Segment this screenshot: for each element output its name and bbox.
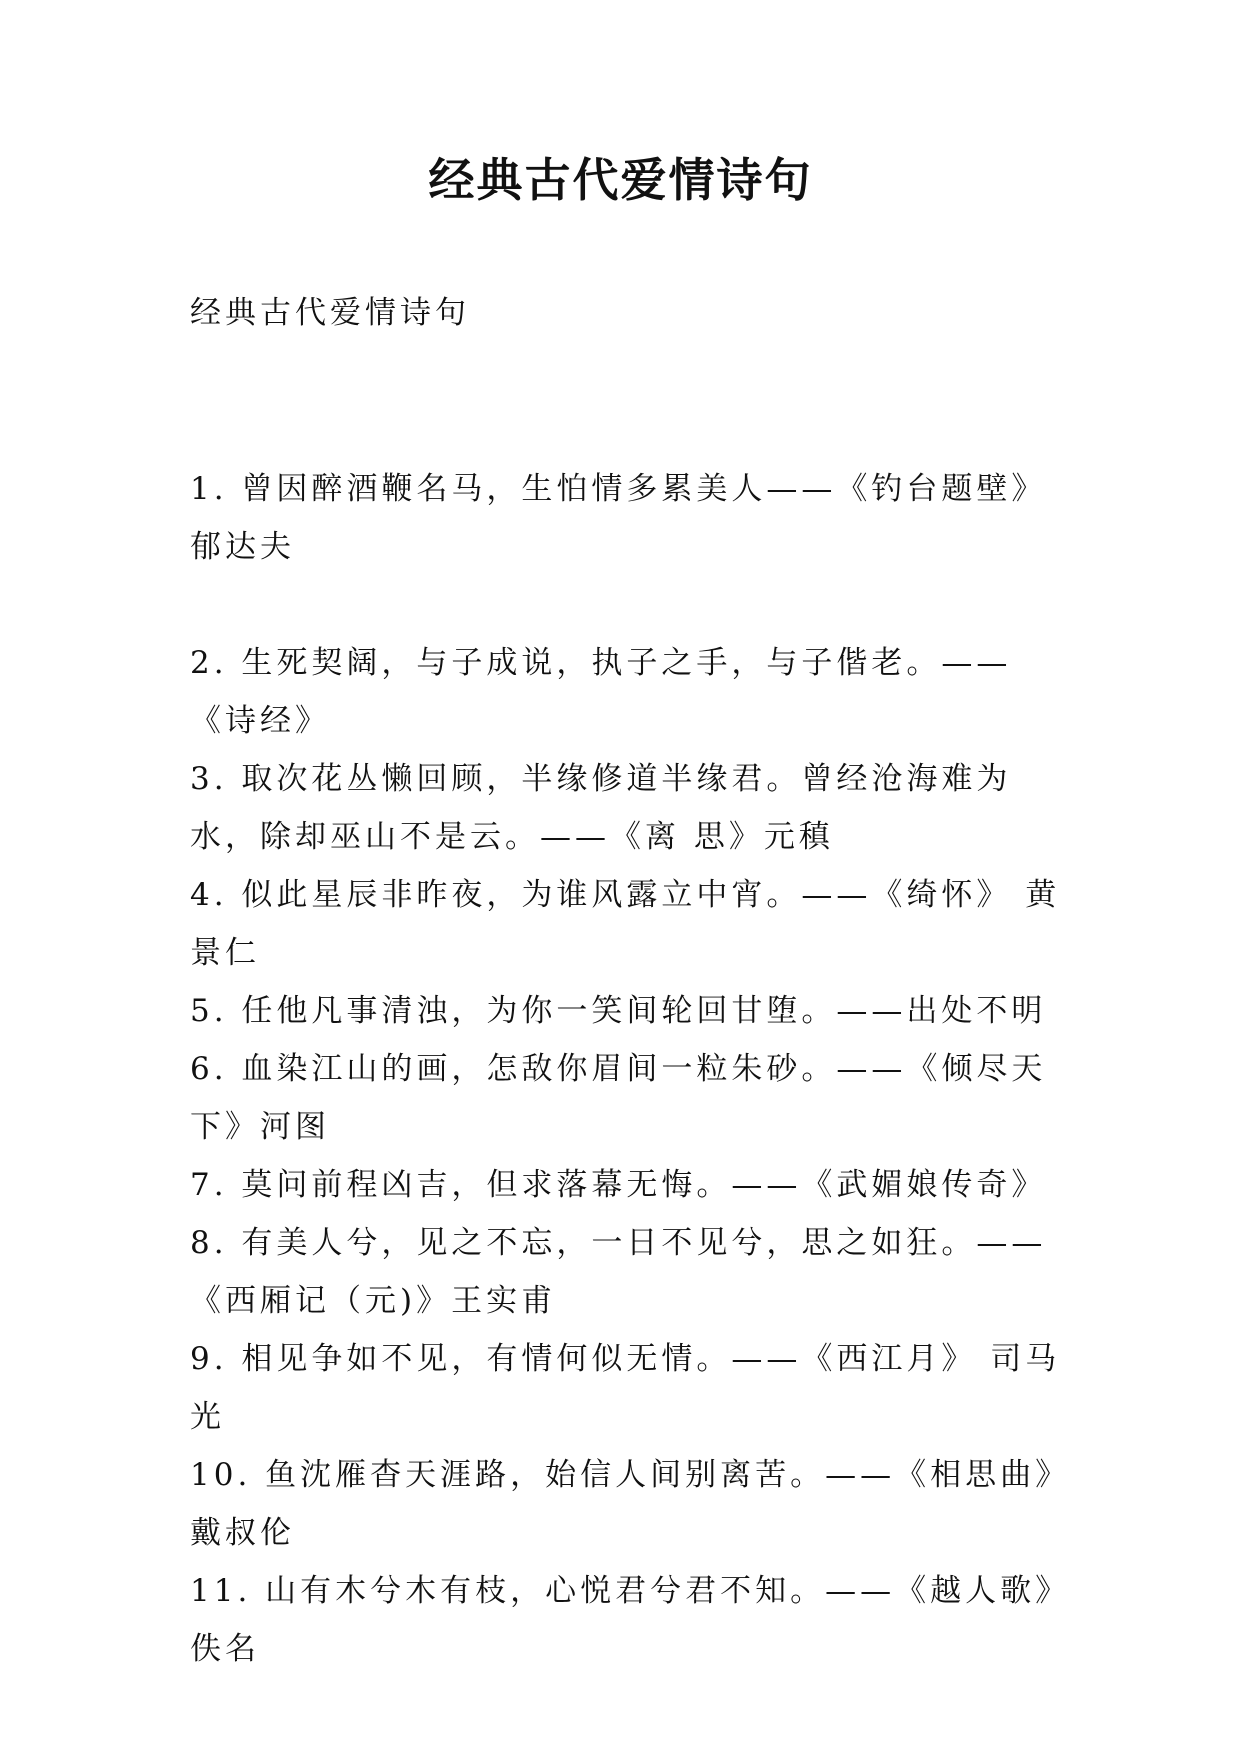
poem-item: 7. 莫问前程凶吉，但求落幕无悔。——《武媚娘传奇》 [190, 1167, 1047, 1203]
poem-item: 1. 曾因醉酒鞭名马，生怕情多累美人——《钓台题壁》郁达夫 [190, 471, 1047, 565]
poem-item: 8. 有美人兮，见之不忘，一日不见兮，思之如狂。——《西厢记（元)》王实甫 [190, 1225, 1047, 1319]
poem-item: 6. 血染江山的画，怎敌你眉间一粒朱砂。——《倾尽天下》河图 [190, 1051, 1047, 1145]
poem-item: 10. 鱼沈雁杳天涯路，始信人间别离苦。——《相思曲》戴叔伦 [190, 1457, 1055, 1551]
poem-item: 11. 山有木兮木有枝，心悦君兮君不知。——《越人歌》佚名 [190, 1573, 1055, 1667]
poem-list [190, 460, 1070, 1678]
poem-item: 5. 任他凡事清浊，为你一笑间轮回甘堕。——出处不明 [190, 993, 1047, 1029]
document-title: 经典古代爱情诗句 [428, 153, 813, 207]
poem-item: 4. 似此星辰非昨夜，为谁风露立中宵。——《绮怀》 黄景仁 [190, 877, 1061, 971]
document-subtitle: 经典古代爱情诗句 [190, 295, 470, 331]
poem-item: 2. 生死契阔，与子成说，执子之手，与子偕老。——《诗经》 [190, 645, 1012, 739]
poem-item: 3. 取次花丛懒回顾，半缘修道半缘君。曾经沧海难为水，除却巫山不是云。——《离 思》元稹 [190, 761, 1012, 855]
poem-item: 9. 相见争如不见，有情何似无情。——《西江月》 司马光 [190, 1341, 1061, 1435]
